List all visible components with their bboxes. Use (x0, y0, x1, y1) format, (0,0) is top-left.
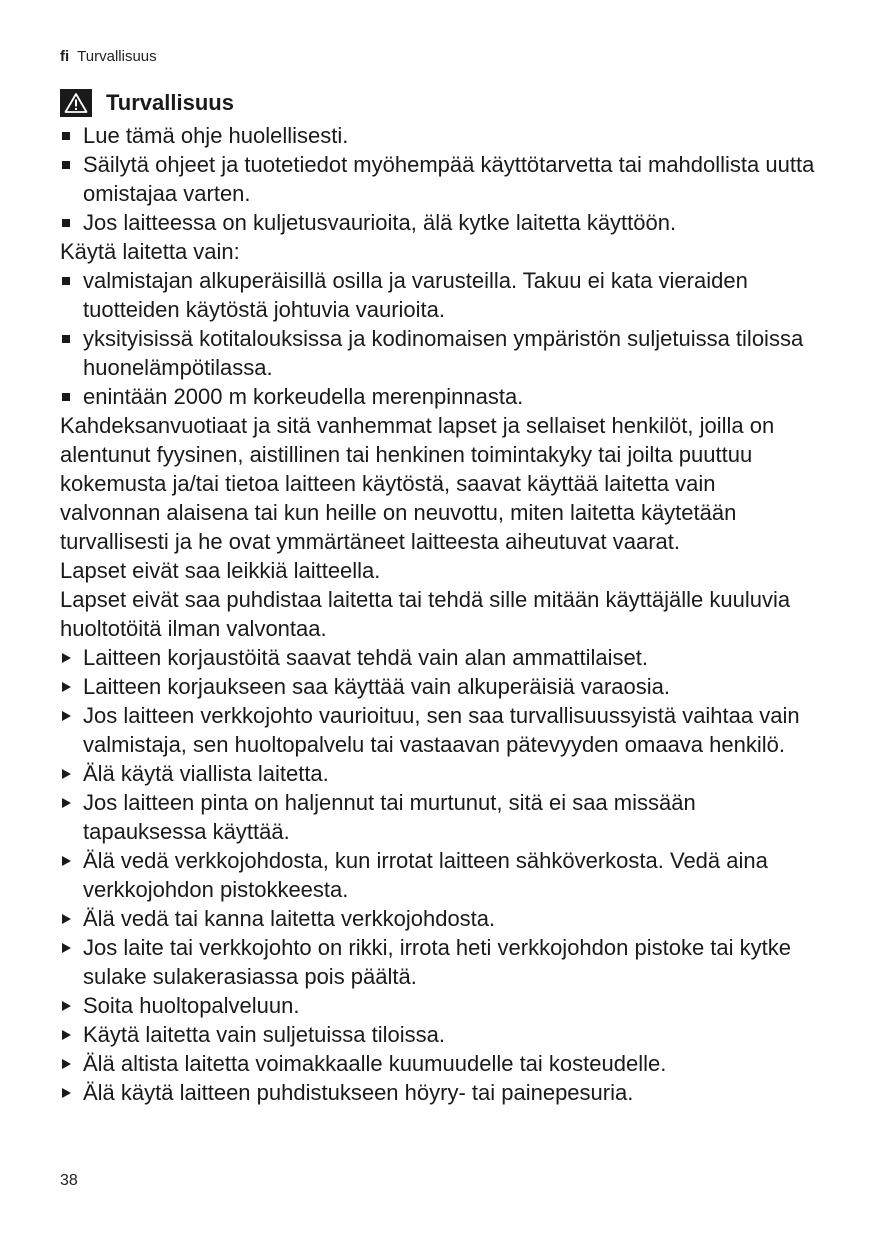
bullet-item (60, 382, 820, 411)
manual-page (60, 44, 820, 1107)
arrow-bullet-icon (62, 682, 71, 692)
arrow-bullet-icon (62, 1001, 71, 1011)
page-number: 38 (60, 1172, 78, 1189)
instruction-item (60, 701, 820, 759)
instruction-item (60, 759, 820, 788)
safety-content (60, 121, 820, 1107)
arrow-bullet-icon (62, 1088, 71, 1098)
item-text: Laitteen korjaukseen saa käyttää vain alkuperäisiä varaosia. (83, 674, 671, 699)
arrow-bullet-icon (62, 711, 71, 721)
instruction-item (60, 672, 820, 701)
item-text: Älä altista laitetta voimakkaalle kuumuudelle tai kosteudelle. (83, 1051, 667, 1076)
warning-triangle-icon (60, 89, 92, 117)
square-bullet-icon (62, 219, 70, 227)
arrow-bullet-icon (62, 914, 71, 924)
instruction-item (60, 846, 820, 904)
running-header (60, 44, 820, 70)
language-code: fi (60, 48, 70, 65)
bullet-item (60, 324, 820, 382)
instruction-item (60, 1078, 820, 1107)
item-text: valmistajan alkuperäisillä osilla ja varusteilla. Takuu ei kata vieraiden tuotteiden käytöstä johtuvia vaurioita. (83, 268, 748, 322)
arrow-bullet-icon (62, 798, 71, 808)
square-bullet-icon (62, 335, 70, 343)
bullet-item (60, 208, 820, 237)
item-text: Käytä laitetta vain suljetuissa tiloissa. (83, 1022, 445, 1047)
paragraph: Kahdeksanvuotiaat ja sitä vanhemmat lapset ja sellaiset henkilöt, joilla on alentunut fyysinen, aistillinen tai henkinen toimintakyky tai joilta puuttuu kokemusta ja/tai tietoa laitteen käytöstä, saavat käyttää laitetta vain valvonnan alaisena tai kun heille on neuvottu, miten laitetta käytetään turvallisesti ja he ovat ymmärtäneet laitteesta aiheutuvat vaarat. (60, 413, 775, 554)
instruction-item (60, 904, 820, 933)
arrow-bullet-icon (62, 769, 71, 779)
instruction-item (60, 643, 820, 672)
arrow-bullet-icon (62, 943, 71, 953)
instruction-item (60, 788, 820, 846)
item-text: Jos laitteen verkkojohto vaurioituu, sen saa turvallisuussyistä vaihtaa vain valmistaja, sen huoltopalvelu tai vastaavan pätevyyden omaava henkilö. (83, 703, 800, 757)
item-text: Jos laitteessa on kuljetusvaurioita, älä kytke laitetta käyttöön. (83, 210, 677, 235)
item-text: Jos laitteen pinta on haljennut tai murtunut, sitä ei saa missään tapauksessa käyttää. (83, 790, 696, 844)
bullet-item (60, 266, 820, 324)
item-text: Laitteen korjaustöitä saavat tehdä vain alan ammattilaiset. (83, 645, 648, 670)
paragraph: Käytä laitetta vain: (60, 239, 240, 264)
item-text: Säilytä ohjeet ja tuotetiedot myöhempää käyttötarvetta tai mahdollista uutta omistajaa varten. (83, 152, 815, 206)
item-text: yksityisissä kotitalouksissa ja kodinomaisen ympäristön suljetuissa tiloissa huonelämpötilassa. (83, 326, 804, 380)
bullet-item (60, 121, 820, 150)
arrow-bullet-icon (62, 856, 71, 866)
bullet-item (60, 150, 820, 208)
instruction-item (60, 991, 820, 1020)
item-text: Älä käytä viallista laitetta. (83, 761, 329, 786)
square-bullet-icon (62, 132, 70, 140)
square-bullet-icon (62, 161, 70, 169)
section-title: Turvallisuus (106, 90, 234, 115)
header-section: Turvallisuus (77, 48, 157, 65)
square-bullet-icon (62, 393, 70, 401)
instruction-item (60, 933, 820, 991)
instruction-item (60, 1049, 820, 1078)
section-title-row (60, 88, 820, 118)
paragraph: Lapset eivät saa leikkiä laitteella. (60, 558, 381, 583)
item-text: Lue tämä ohje huolellisesti. (83, 123, 349, 148)
instruction-item (60, 1020, 820, 1049)
item-text: Älä käytä laitteen puhdistukseen höyry- tai painepesuria. (83, 1080, 634, 1105)
paragraph: Lapset eivät saa puhdistaa laitetta tai tehdä sille mitään käyttäjälle kuuluvia huoltotöitä ilman valvontaa. (60, 587, 791, 641)
square-bullet-icon (62, 277, 70, 285)
item-text: Älä vedä verkkojohdosta, kun irrotat laitteen sähköverkosta. Vedä aina verkkojohdon pistokkeesta. (83, 848, 768, 902)
item-text: Jos laite tai verkkojohto on rikki, irrota heti verkkojohdon pistoke tai kytke sulake sulakerasiassa pois päältä. (83, 935, 791, 989)
arrow-bullet-icon (62, 1059, 71, 1069)
item-text: enintään 2000 m korkeudella merenpinnasta. (83, 384, 524, 409)
arrow-bullet-icon (62, 653, 71, 663)
item-text: Soita huoltopalveluun. (83, 993, 300, 1018)
item-text: Älä vedä tai kanna laitetta verkkojohdosta. (83, 906, 496, 931)
arrow-bullet-icon (62, 1030, 71, 1040)
